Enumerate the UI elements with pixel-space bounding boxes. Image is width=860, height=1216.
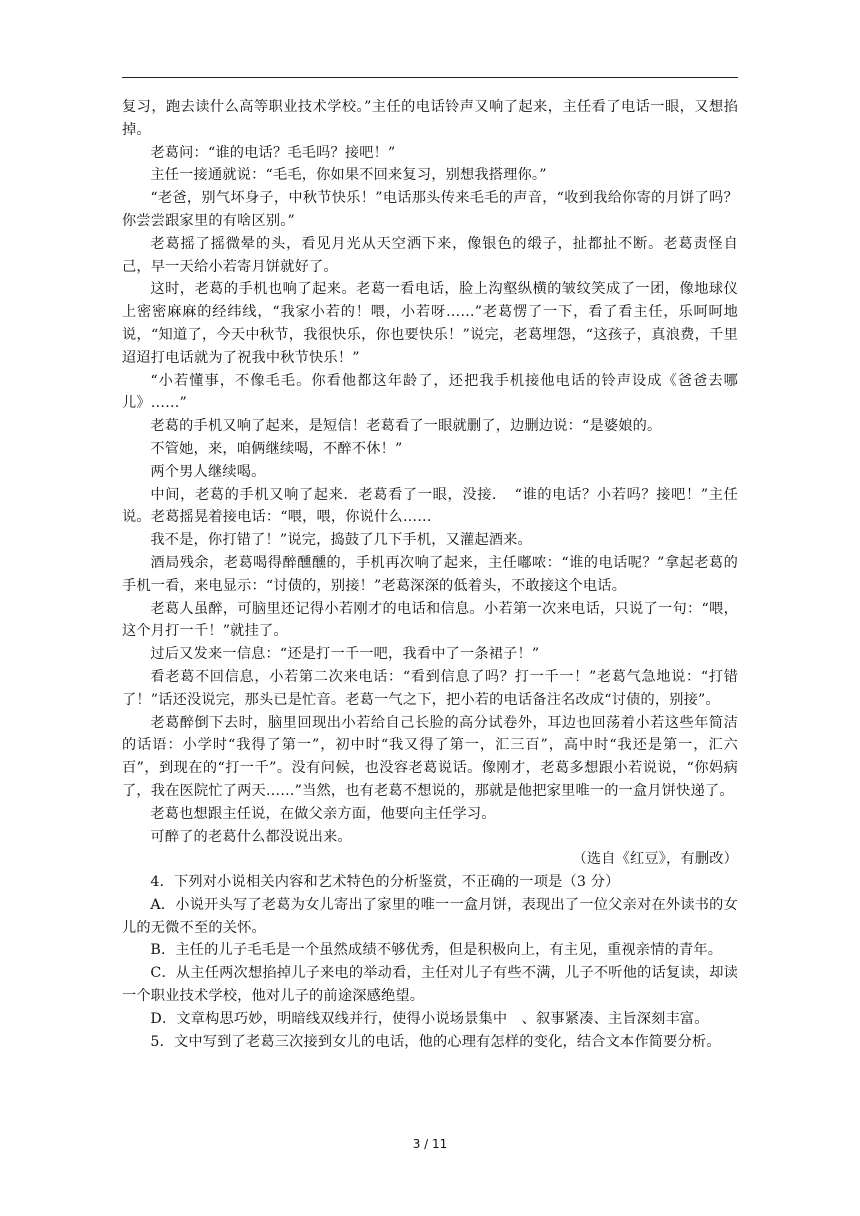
paragraph: 我不是，你打错了！”说完，捣鼓了几下手机，又灌起酒来。 <box>150 532 532 549</box>
paragraph: 中间，老葛的手机又响了起来．老葛看了一眼，没接． “谁的电话？小若吗？接吧！”主任说。老葛摇晃着接电话：“喂，喂，你说什么…… <box>122 486 738 526</box>
page-number: 3 / 11 <box>412 1137 448 1151</box>
paragraph: “老爸，别气坏身子，中秋节快乐！”电话那头传来毛毛的声音，“收到我给你寄的月饼了吗？你尝尝跟家里的有啥区别。” <box>122 190 738 229</box>
paragraph: 两个男人继续喝。 <box>150 463 266 480</box>
source-citation: （选自《红豆》，有删改） <box>572 851 738 868</box>
paragraph: 老葛的手机又响了起来，是短信！老葛看了一眼就删了，边删边说：“是婆娘的。 <box>150 418 662 435</box>
paragraph: 可醉了的老葛什么都没说出来。 <box>150 828 352 845</box>
paragraph: A．小说开头写了老葛为女儿寄出了家里的唯一一盒月饼，表现出了一位父亲对在外读书的女儿的无微不至的关怀。 <box>122 896 738 936</box>
document-body <box>122 96 738 1053</box>
paragraph: 老葛也想跟主任说，在做父亲方面，他要向主任学习。 <box>150 805 496 822</box>
paragraph: 不管她，来，咱俩继续喝，不醉不休！” <box>150 440 403 457</box>
paragraph: 看老葛不回信息，小若第二次来电话：“看到信息了吗？打一千一！”老葛气急地说：“打错了！”话还没说完，那头已是忙音。老葛一气之下，把小若的电话备注名改成“讨债的，别接”。 <box>122 668 738 708</box>
paragraph: 5．文中写到了老葛三次接到女儿的电话，他的心理有怎样的变化，结合文本作简要分析。 <box>150 1033 721 1050</box>
paragraph: 4．下列对小说相关内容和艺术特色的分析鉴赏，不正确的一项是（3 分） <box>150 874 620 891</box>
paragraph: D．文章构思巧妙，明暗线双线并行，使得小说场景集中 、叙事紧凑、主旨深刻丰富。 <box>150 1010 709 1027</box>
paragraph: “小若懂事，不像毛毛。你看他都这年龄了，还把我手机接他电话的铃声设成《爸爸去哪儿》……” <box>122 372 738 412</box>
paragraph: 复习，跑去读什么高等职业技术学校。”主任的电话铃声又响了起来，主任看了电话一眼，又想掐掉。 <box>122 99 738 138</box>
paragraph: 老葛醉倒下去时，脑里回现出小若给自己长脸的高分试卷外，耳边也回荡着小若这些年简洁的话语：小学时“我得了第一”，初中时“我又得了第一，汇三百”，高中时“我还是第一，汇六百”，到现在的“打一千”。没有问候，也没容老葛说话。像刚才，老葛多想跟小若说说，“你妈病了，我在医院忙了两天……”当然，也有老葛不想说的，那就是他把家里唯一的一盒月饼快递了。 <box>122 714 738 799</box>
paragraph: 老葛人虽醉，可脑里还记得小若刚才的电话和信息。小若第一次来电话，只说了一句：“喂，这个月打一千！”就挂了。 <box>122 600 738 640</box>
paragraph: 主任一接通就说：“毛毛，你如果不回来复习，别想我搭理你。” <box>150 167 547 184</box>
paragraph: C．从主任两次想掐掉儿子来电的举动看，主任对儿子有些不满，儿子不听他的话复读，却读一个职业技术学校，他对儿子的前途深感绝望。 <box>122 965 738 1005</box>
paragraph: 过后又发来一信息：“还是打一千一吧，我看中了一条裙子！” <box>150 646 540 663</box>
paragraph: 老葛摇了摇微晕的头，看见月光从天空洒下来，像银色的缎子，扯都扯不断。老葛责怪自己，早一天给小若寄月饼就好了。 <box>122 235 738 275</box>
paragraph: 酒局残余，老葛喝得醉醺醺的，手机再次响了起来，主任嘟哝：“谁的电话呢？”拿起老葛的手机一看，来电显示：“讨债的，别接！”老葛深深的低着头，不敢接这个电话。 <box>122 554 738 594</box>
paragraph: 老葛问：“谁的电话？毛毛吗？接吧！” <box>150 144 396 161</box>
paragraph: 这时，老葛的手机也响了起来。老葛一看电话，脸上沟壑纵横的皱纹笑成了一团，像地球仪上密密麻麻的经纬线，“我家小若的！喂，小若呀……”老葛愣了一下，看了看主任，乐呵呵地说，“知道了，今天中秋节，我很快乐，你也要快乐！”说完，老葛埋怨，“这孩子，真浪费，千里迢迢打电话就为了祝我中秋节快乐！” <box>122 281 738 366</box>
header-rule <box>122 77 738 78</box>
paragraph: B．主任的儿子毛毛是一个虽然成绩不够优秀，但是积极向上，有主见，重视亲情的青年。 <box>150 942 723 959</box>
